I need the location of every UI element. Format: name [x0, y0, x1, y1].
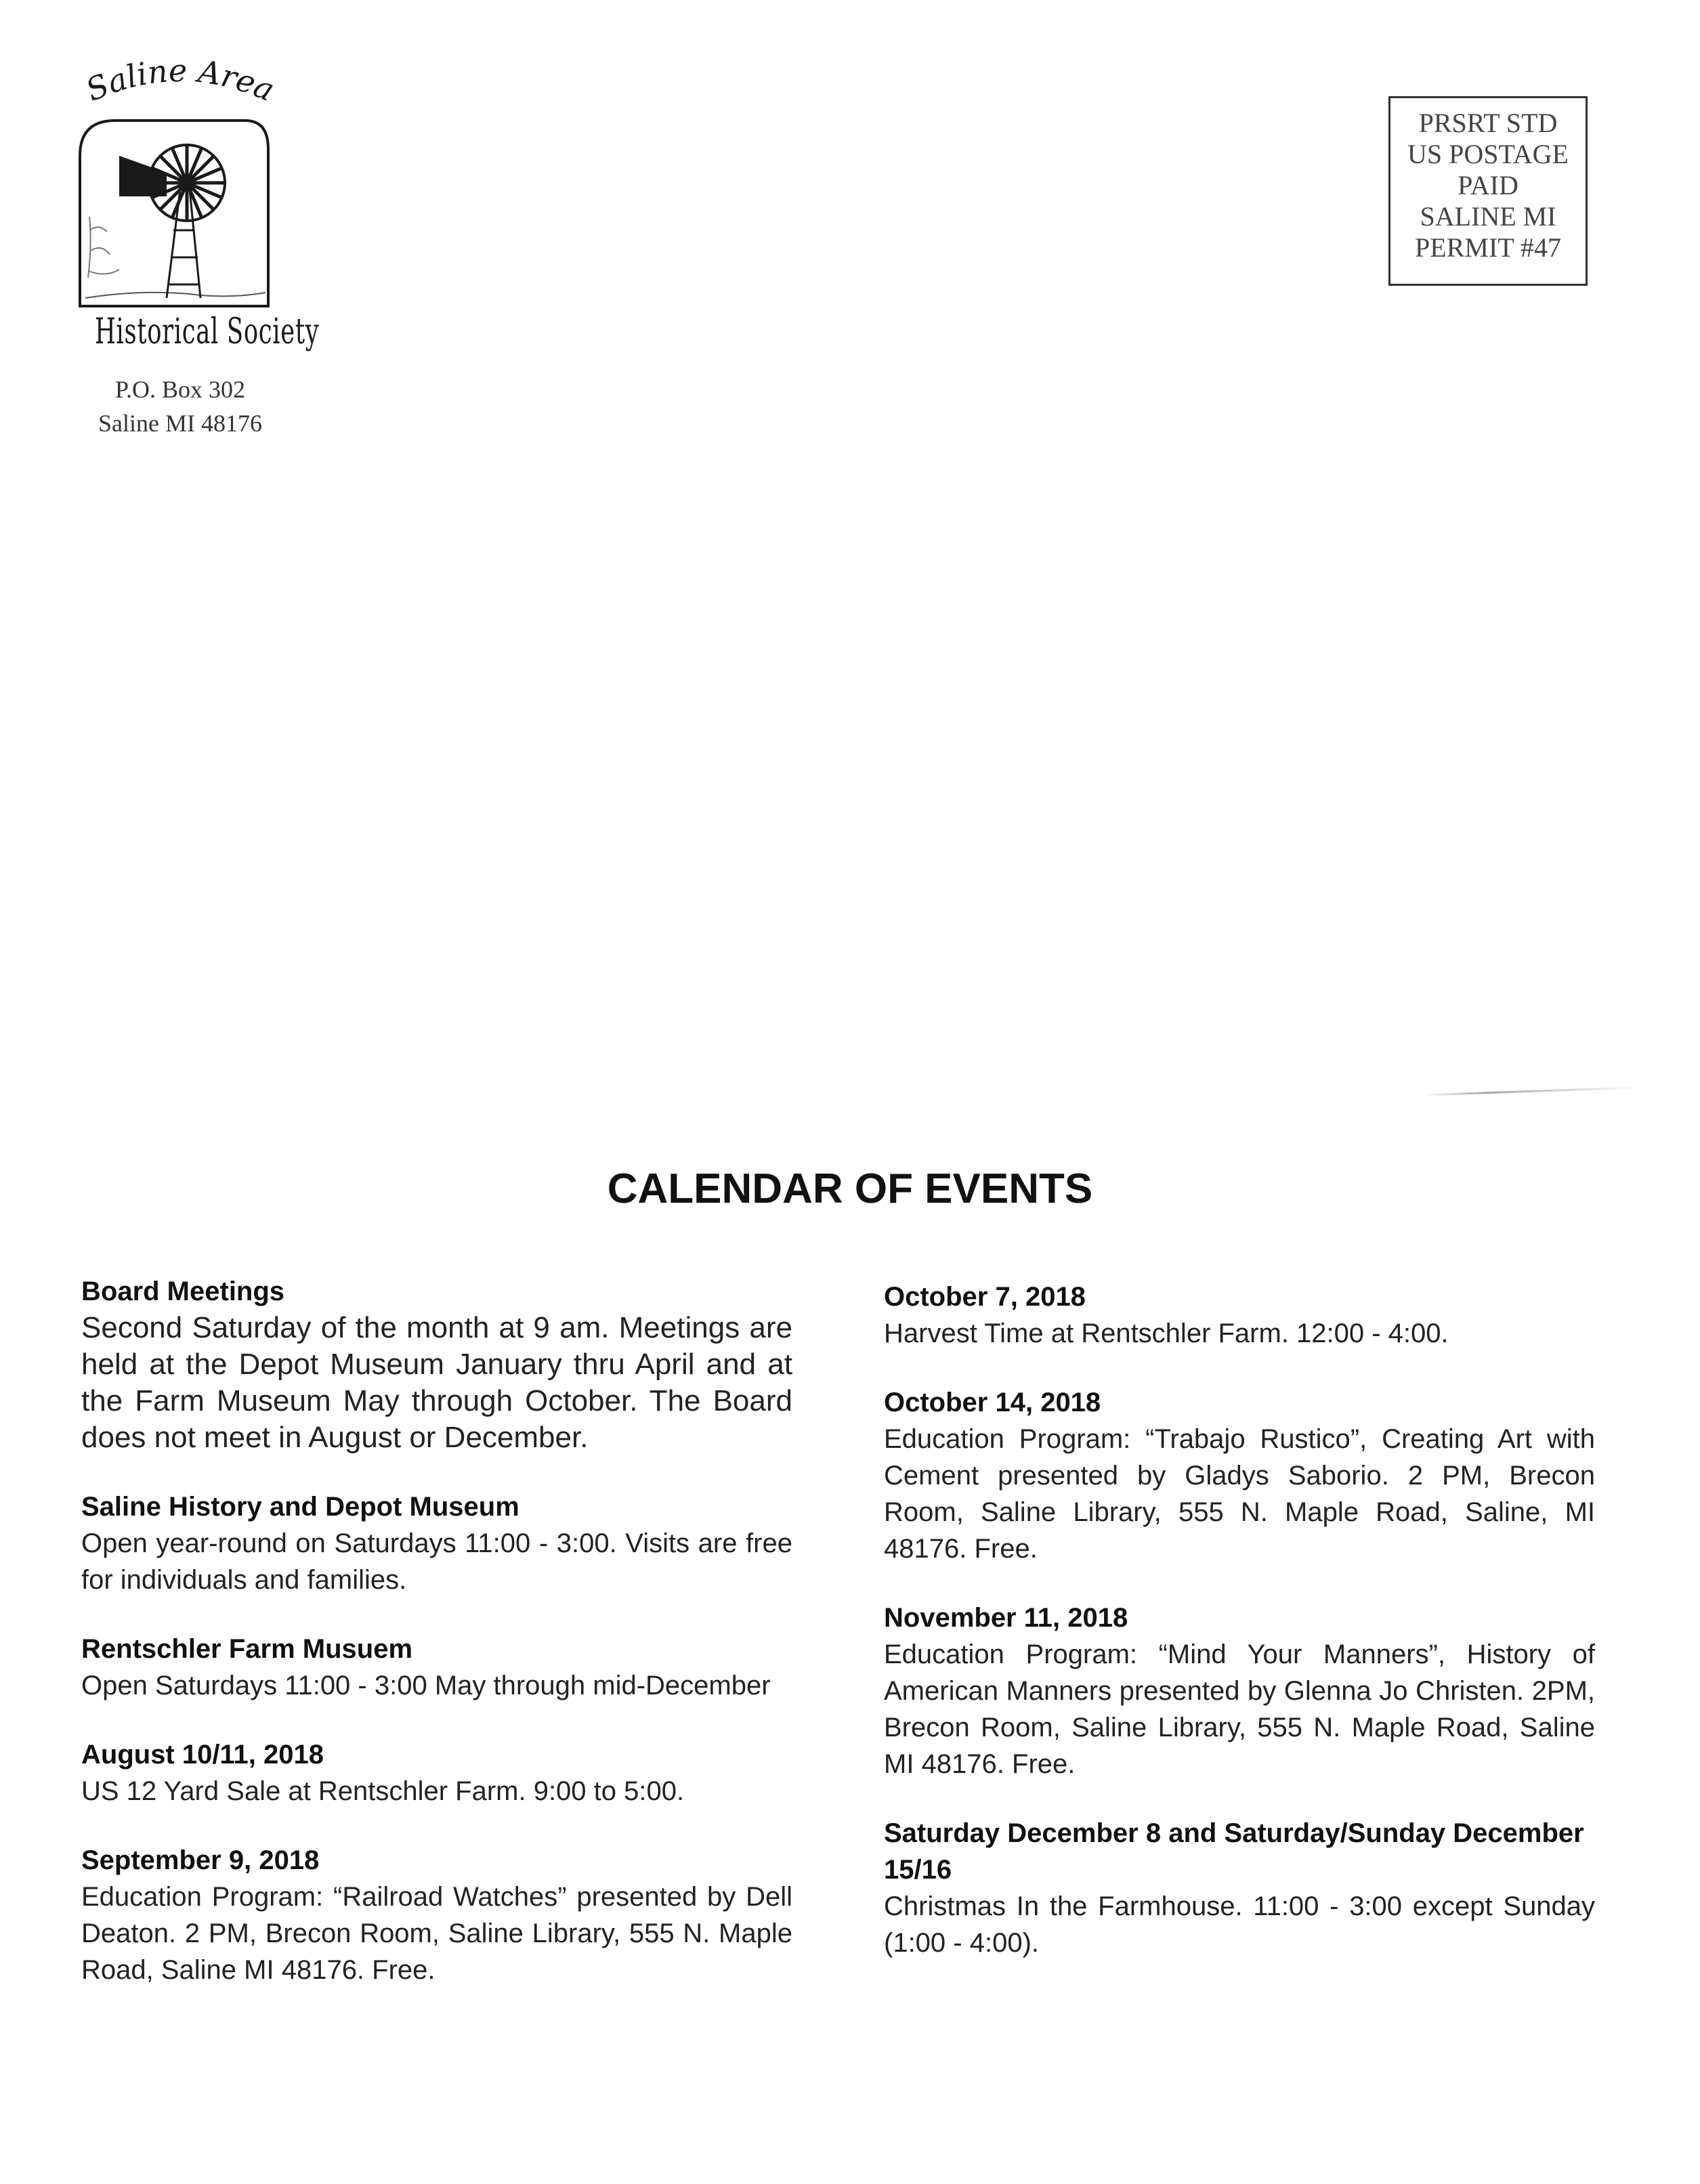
event-item — [81, 1842, 792, 1988]
event-item — [81, 1631, 792, 1704]
event-item — [81, 1273, 792, 1456]
event-item — [81, 1489, 792, 1598]
event-heading: September 9, 2018 — [81, 1845, 320, 1875]
society-logo — [65, 54, 320, 437]
event-body: Education Program: “Trabajo Rustico”, Creating Art with Cement presented by Gladys Saborio. 2 PM, Brecon Room, Saline Library, 555 N. Maple Road, Saline, MI 48176. Free. — [884, 1424, 1595, 1564]
indicia-line: PRSRT STD — [1418, 108, 1558, 138]
calendar-title: CALENDAR OF EVENTS — [607, 1165, 1093, 1212]
event-heading: August 10/11, 2018 — [81, 1740, 324, 1770]
calendar-column-right — [884, 1279, 1595, 1994]
event-heading: October 14, 2018 — [884, 1388, 1101, 1417]
event-item — [884, 1815, 1595, 1961]
event-heading: Saturday December 8 and Saturday/Sunday December 15/16 — [884, 1818, 1584, 1885]
logo-arc-textpath: Saline Area — [81, 54, 280, 109]
return-address — [65, 372, 295, 440]
logo-org-name: Historical Society — [95, 312, 320, 352]
event-body: Education Program: “Railroad Watches” presented by Dell Deaton. 2 PM, Brecon Room, Saline Library, 555 N. Maple Road, Saline MI 48176. Free. — [81, 1882, 792, 1985]
event-body: Education Program: “Mind Your Manners”, History of American Manners presented by Glenna Jo Christen. 2PM, Brecon Room, Saline Library, 555 N. Maple Road, Saline MI 48176. Free. — [884, 1640, 1595, 1779]
return-address-line2: Saline MI 48176 — [98, 410, 262, 437]
event-heading: Board Meetings — [81, 1277, 285, 1306]
scan-artifact — [1422, 1086, 1639, 1096]
event-heading: Saline History and Depot Museum — [81, 1492, 519, 1522]
event-body: Second Saturday of the month at 9 am. Meetings are held at the Depot Museum January thru April and at the Farm Museum May through October. The Board does not meet in August or December. — [81, 1311, 792, 1454]
event-body: Christmas In the Farmhouse. 11:00 - 3:00 except Sunday (1:00 - 4:00). — [884, 1891, 1595, 1958]
event-item — [81, 1736, 792, 1810]
return-address-line1: P.O. Box 302 — [114, 376, 246, 403]
event-body: Open year-round on Saturdays 11:00 - 3:00. Visits are free for individuals and families. — [81, 1528, 792, 1595]
event-heading: October 7, 2018 — [884, 1282, 1086, 1312]
postage-indicia — [1388, 96, 1588, 286]
event-heading: November 11, 2018 — [884, 1603, 1128, 1633]
event-body: Harvest Time at Rentschler Farm. 12:00 - 4:00. — [884, 1319, 1449, 1348]
indicia-line: SALINE MI — [1420, 201, 1556, 232]
calendar-column-left — [81, 1273, 792, 2021]
event-item — [884, 1384, 1595, 1567]
indicia-line: US POSTAGE — [1407, 139, 1569, 169]
event-item — [884, 1600, 1595, 1782]
event-item — [884, 1279, 1595, 1352]
event-heading: Rentschler Farm Musuem — [81, 1634, 413, 1664]
indicia-line: PAID — [1458, 170, 1518, 200]
event-body: Open Saturdays 11:00 - 3:00 May through mid-December — [81, 1671, 771, 1700]
event-body: US 12 Yard Sale at Rentschler Farm. 9:00 to 5:00. — [81, 1776, 685, 1806]
indicia-line: PERMIT #47 — [1415, 232, 1561, 263]
logo-arc-text — [81, 54, 280, 108]
windmill-logo-icon — [65, 54, 295, 312]
